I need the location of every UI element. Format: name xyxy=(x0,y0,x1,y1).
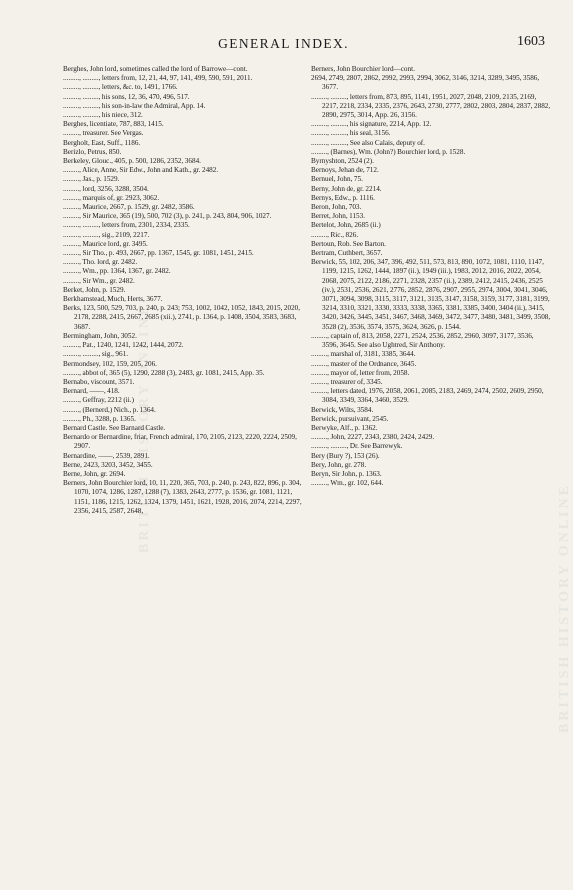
index-column-left xyxy=(63,65,303,516)
index-entry: Bernys, Edw., p. 1116. xyxy=(311,193,375,202)
index-entry: ........., Sir Tho., p. 493, 2667, pp. 1367, 1545, gr. 1081, 1451, 2415. xyxy=(63,249,254,258)
index-entry: ........., marshal of, 3181, 3385, 3644. xyxy=(311,350,416,359)
watermark-left: BRITISH HISTORY ONLINE xyxy=(136,303,152,553)
index-entry: Berwyke, Alf., p. 1362. xyxy=(311,423,378,432)
index-entry: ........., ........., his signature, 2214, App. 12. xyxy=(311,120,432,129)
index-entry: Berne, John, gr. 2694. xyxy=(63,469,126,478)
index-entry: Berkeley, Glouc., 405, p. 500, 1286, 2352, 3684. xyxy=(63,157,201,166)
index-entry: ........., master of the Ordnance, 3645. xyxy=(311,359,417,368)
index-entry: Berghes, John lord, sometimes called the lord of Barrowe—cont. xyxy=(63,65,248,73)
index-entry: 2694, 2749, 2807, 2862, 2992, 2993, 2994, 3062, 3146, 3214, 3289, 3495, 3586, 3677. xyxy=(311,74,540,92)
index-entry: ........., (Bernerd,) Nich., p. 1364. xyxy=(63,405,156,414)
index-entry: ........., lord, 3256, 3288, 3504. xyxy=(63,184,149,193)
index-entry: Byrnyshton, 2524 (2). xyxy=(311,157,374,166)
index-entry: Bernardine, ——, 2539, 2891. xyxy=(63,451,150,460)
index-entry: ........., ........., letters, &c. to, 1491, 1766. xyxy=(63,83,178,92)
index-column-right xyxy=(311,65,551,488)
index-entry: Bermingham, John, 3052. xyxy=(63,331,137,340)
index-entry: ........., captain of, 813, 2058, 2271, 2524, 2536, 2852, 2960, 3097, 3177, 3536, 3596, 3645. See also Ughtred, Sir Anthony. xyxy=(311,331,534,350)
running-title: GENERAL INDEX. xyxy=(218,36,349,51)
index-entry: ........., ........., letters from, 2301, 2334, 2335. xyxy=(63,221,190,230)
index-entry: Bergholt, East, Suff., 1186. xyxy=(63,138,141,147)
index-entry: Bertram, Cuthbert, 3657. xyxy=(311,249,383,258)
index-entry: ........., Ph., 3288, p. 1365. xyxy=(63,414,136,423)
index-entry: Berne, 2423, 3203, 3452, 3455. xyxy=(63,460,153,469)
index-entry: Bermondsey, 102, 159, 205, 206. xyxy=(63,359,157,368)
index-entry: Berret, John, 1153. xyxy=(311,212,366,221)
watermark-right: BRITISH HISTORY ONLINE xyxy=(556,483,572,733)
index-entry: ........., treasurer. See Vergas. xyxy=(63,129,144,138)
index-entry: Berny, John de, gr. 2214. xyxy=(311,184,382,193)
index-entry: Bertelot, John, 2685 (ii.) xyxy=(311,221,381,230)
index-entry: ........., Pat., 1240, 1241, 1242, 1444, 2072. xyxy=(63,341,184,350)
index-entry: Berkhamstead, Much, Herts, 3677. xyxy=(63,295,163,304)
index-entry: ........., ........., letters from, 873, 895, 1141, 1951, 2027, 2048, 2109, 2135, 2169, 2217, 2218, 2334, 2335, 2376, 2643, 2730, 2777, 2802, 2803, 2804, 2837, 2882, 2890, 2975, 3014, App. 26, 3156. xyxy=(311,92,551,120)
index-entry: Berwick, 55, 102, 206, 347, 396, 492, 511, 573, 813, 890, 1072, 1081, 1110, 1147, 1199, 1215, 1262, 1444, 1897 (ii.), 1949 (iii.), 1983, 2012, 2016, 2022, 2054, 2068, 2075, 2122, 2186, 2271, 2328, 2357 (ii.), 2389, 2412, 2415, 2436, 2525 (iv.), 2531, 2536, 2621, 2776, 2852, 2876, 2907, 2955, 2974, 3004, 3041, 3046, 3071, 3094, 3098, 3115, 3117, 3121, 3135, 3147, 3158, 3159, 3177, 3181, 3199, 3214, 3310, 3321, 3330, 3333, 3338, 3365, 3381, 3385, 3400, 3404 (ii.), 3415, 3420, 3426, 3445, 3451, 3467, 3468, 3469, 3472, 3477, 3480, 3481, 3499, 3508, 3528 (2), 3536, 3574, 3575, 3624, 3626, p. 1544. xyxy=(311,258,551,331)
index-entry: Berghes, licentiate, 787, 883, 1415. xyxy=(63,120,164,129)
index-entry: Bernuel, John, 75. xyxy=(311,175,363,184)
index-entry: ........., (Barnes), Wm. (John?) Bourchier lord, p. 1528. xyxy=(311,147,466,156)
index-entry: ........., Maurice lord, gr. 3495. xyxy=(63,239,148,248)
index-entry: ........., letters dated, 1976, 2058, 2061, 2085, 2183, 2469, 2474, 2502, 2609, 2950, 3084, 3349, 3364, 3460, 3529. xyxy=(311,387,544,405)
index-entry: ........., mayor of, letter from, 2058. xyxy=(311,368,410,377)
index-entry: ........., Maurice, 2667, p. 1529, gr. 2482, 3586. xyxy=(63,203,195,212)
index-entry: Berners, John Bourchier lord, 10, 11, 220, 365, 703, p. 240, p. 243, 822, 896, p. 304, 1070, 1074, 1286, 1287, 1288 (7), 1383, 2643, 2777, p. 1536, gr. 1081, 1121, 1151, 1186, 1215, 1262, 1324, 1379, 1451, 1621, 1928, 2016, 2074, 2214, 2297, 2356, 2415, 2587, 2648, xyxy=(63,479,302,515)
index-entry: ........., Jas., p. 1529. xyxy=(63,175,120,184)
index-entry: Berwick, Wilts, 3584. xyxy=(311,405,374,414)
index-entry: ........., ........., sig., 961. xyxy=(63,350,128,359)
index-entry: ........., abbot of, 365 (5), 1290, 2288 (3), 2483, gr. 1081, 2415, App. 35. xyxy=(63,368,265,377)
index-entry: Berners, John Bourchier lord—cont. xyxy=(311,65,415,73)
index-entry: Beron, John, 703. xyxy=(311,203,362,212)
index-entry: ........., Geffray, 2212 (ii.) xyxy=(63,396,134,405)
index-entry: Berizlo, Petrus, 850. xyxy=(63,147,122,156)
index-entry: ........., Tho. lord, gr. 2482. xyxy=(63,258,138,267)
index-entry: ........., Alice, Anne, Sir Edw., John and Kath., gr. 2482. xyxy=(63,166,219,175)
index-entry: Bery, John, gr. 278. xyxy=(311,460,367,469)
index-entry: ........., ........., Dr. See Barrewyk. xyxy=(311,442,403,451)
index-entry: Bernard, ——, 418. xyxy=(63,387,120,396)
index-entry: ........., ........., sig., 2109, 2217. xyxy=(63,230,150,239)
index-entry: ........., Wm., pp. 1364, 1367, gr. 2482. xyxy=(63,267,171,276)
index-entry: Berks, 123, 500, 529, 703, p. 240, p. 243; 753, 1002, 1042, 1052, 1843, 2015, 2020, 2178, 2288, 2415, 2667, 2685 (xii.), 2741, p. 1364, p. 1408, 3504, 3583, 3683, 3687. xyxy=(63,304,301,331)
index-entry: ........., ........., his seal, 3156. xyxy=(311,129,391,138)
index-entry: ........., ........., his sons, 12, 36, 470, 496, 517. xyxy=(63,92,190,101)
index-entry: ........., Ric., 826. xyxy=(311,230,359,239)
index-entry: ........., John, 2227, 2343, 2380, 2424, 2429. xyxy=(311,433,435,442)
index-entry: Bernoys, Jehan de, 712. xyxy=(311,166,379,175)
index-entry: Beryn, Sir John, p. 1363. xyxy=(311,469,382,478)
index-entry: Bery (Bury ?), 153 (26). xyxy=(311,451,380,460)
page-number: 1603 xyxy=(517,34,545,49)
index-entry: Berwick, pursuivant, 2545. xyxy=(311,414,389,423)
index-entry: Bertoun, Rob. See Barton. xyxy=(311,239,386,248)
index-entry: ........., treasurer of, 3345. xyxy=(311,377,383,386)
index-entry: ........., ........., his son-in-law the Admiral, App. 14. xyxy=(63,101,206,110)
index-entry: Bernard Castle. See Barnard Castle. xyxy=(63,423,166,432)
index-entry: ........., Wm., gr. 102, 644. xyxy=(311,479,384,488)
index-entry: ........., ........., letters from, 12, 21, 44, 97, 141, 499, 590, 591, 2011. xyxy=(63,74,253,83)
index-entry: Bernardo or Bernardine, friar, French admiral, 170, 2105, 2123, 2220, 2224, 2509, 2907. xyxy=(63,433,297,451)
index-entry: ........., marquis of, gr. 2923, 3062. xyxy=(63,193,160,202)
index-entry: Bernabo, viscount, 3571. xyxy=(63,377,135,386)
index-entry: Berket, John, p. 1529. xyxy=(63,285,126,294)
index-entry: ........., Sir Wm., gr. 2482. xyxy=(63,276,135,285)
index-entry: ........., ........., See also Calais, deputy of. xyxy=(311,138,425,147)
index-entry: ........., ........., his niece, 312. xyxy=(63,111,143,120)
index-entry: ........., Sir Maurice, 365 (19), 500, 702 (3), p. 241, p. 243, 804, 906, 1027. xyxy=(63,212,272,221)
